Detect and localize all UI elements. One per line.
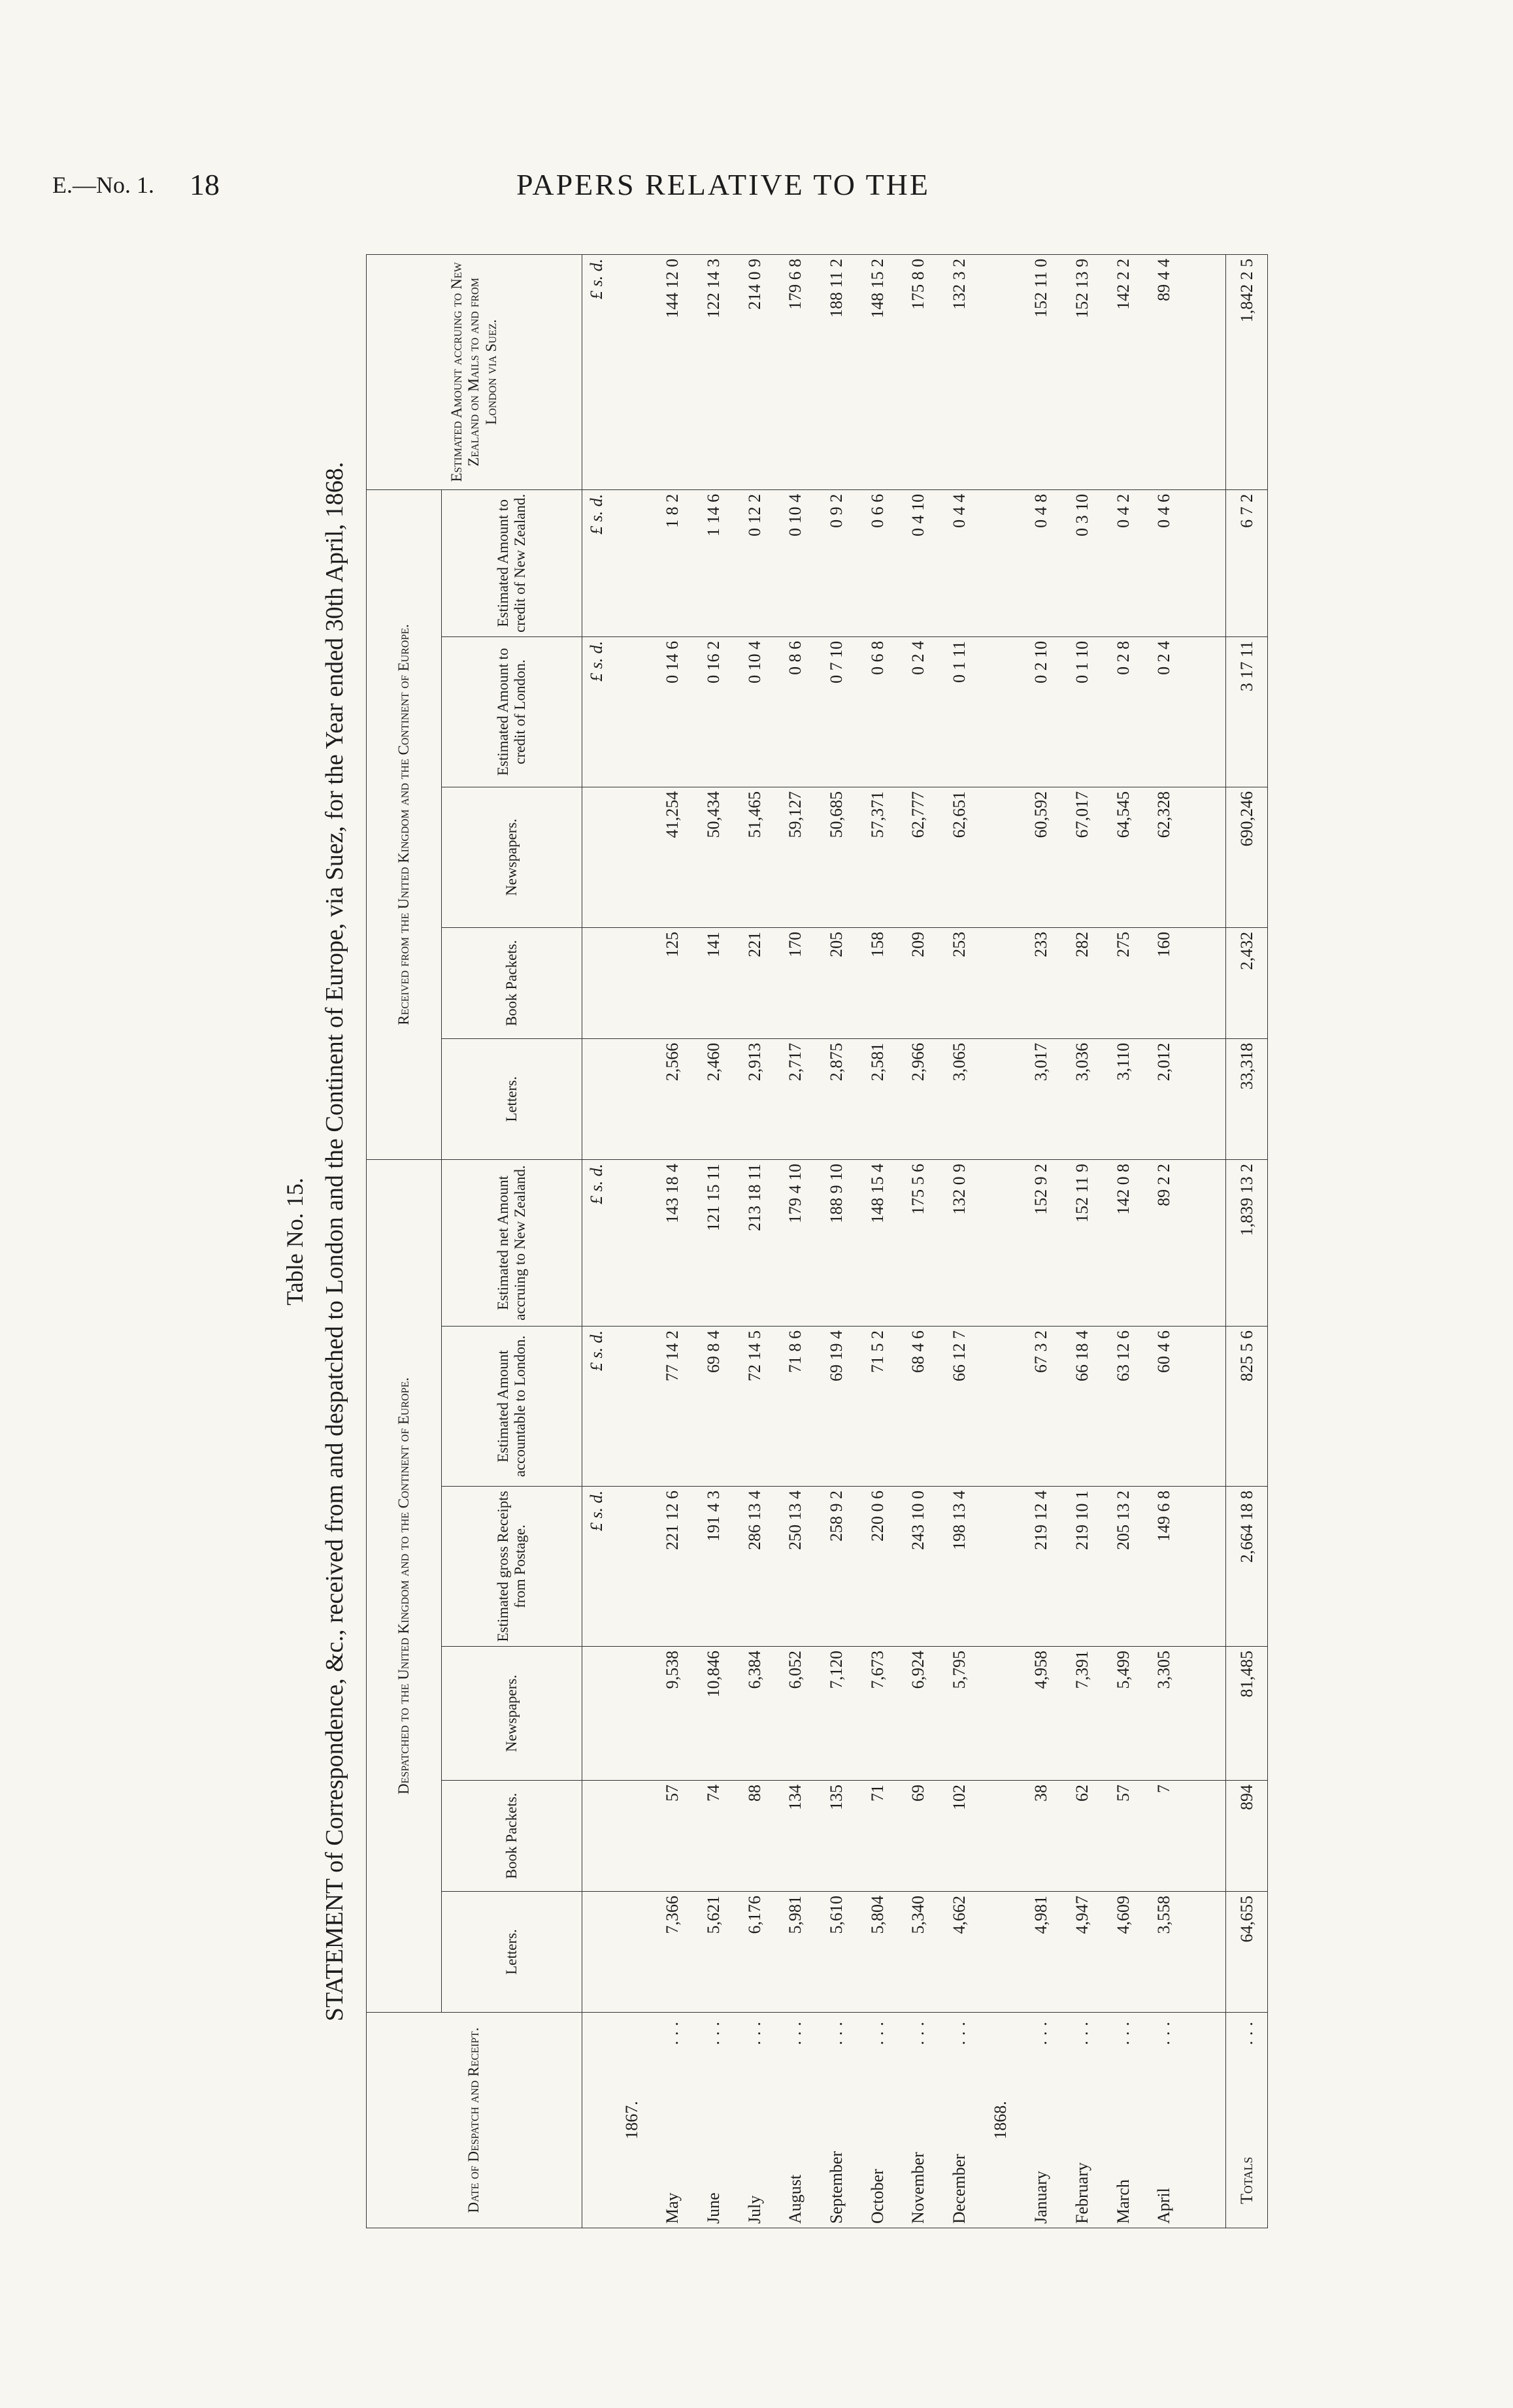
cell-d-book: 57 [1103,1781,1144,1892]
cell-d-net: 142 0 8 [1103,1159,1144,1326]
cell-r-nz: 0 6 6 [857,489,898,636]
cell-d-net: 152 9 2 [1021,1159,1062,1326]
cell-est: 148 15 2 [857,254,898,489]
leader-dots: ... [867,2017,887,2045]
cell-est: 144 12 0 [652,254,693,489]
units-label: £ s. d. [582,1327,612,1487]
cell-d-letters: 4,981 [1021,1892,1062,2013]
cell-r-news: 62,328 [1144,787,1185,927]
cell-d-news: 3,305 [1144,1647,1185,1781]
cell-est: 152 11 0 [1021,254,1062,489]
cell-r-london: 0 2 4 [898,636,939,787]
cell-r-news: 67,017 [1062,787,1103,927]
cell-d-news: 5,499 [1103,1647,1144,1781]
year-label: 1868. [980,2013,1021,2228]
cell-d-gross: 258 9 2 [816,1487,857,1647]
cell-d-book: 102 [939,1781,980,1892]
cell-d-net: 89 2 2 [1144,1159,1185,1326]
cell-r-nz: 0 4 2 [1103,489,1144,636]
cell-r-london: 0 8 6 [775,636,816,787]
spacer-row [1185,254,1226,2228]
table-row [1144,254,1185,2228]
cell-d-book: 38 [1021,1781,1062,1892]
cell-d-acc: 66 18 4 [1062,1327,1103,1487]
cell-r-book: 158 [857,927,898,1038]
header-accountable-london: Estimated Amount accountable to London. [442,1327,582,1487]
cell-r-london: 0 6 8 [857,636,898,787]
cell-est: 89 4 4 [1144,254,1185,489]
correspondence-table [366,254,1268,2228]
cell-r-london: 0 16 2 [693,636,735,787]
cell-r-letters: 3,110 [1103,1038,1144,1159]
cell-d-acc: 71 5 2 [857,1327,898,1487]
total-d-gross: 2,664 18 8 [1226,1487,1268,1647]
total-d-news: 81,485 [1226,1647,1268,1781]
table-row [734,254,775,2228]
leader-dots: ... [827,2017,846,2045]
cell-d-book: 71 [857,1781,898,1892]
cell-r-nz: 0 9 2 [816,489,857,636]
cell-r-london: 0 2 4 [1144,636,1185,787]
table-row [898,254,939,2228]
table-row [857,254,898,2228]
cell-r-book: 253 [939,927,980,1038]
cell-d-news: 6,052 [775,1647,816,1781]
table-number: Table No. 15. [282,1178,308,1306]
month-cell [1021,2013,1062,2228]
running-title: PAPERS RELATIVE TO THE [516,168,931,201]
cell-r-news: 57,371 [857,787,898,927]
cell-d-book: 88 [734,1781,775,1892]
cell-d-acc: 67 3 2 [1021,1327,1062,1487]
cell-r-book: 209 [898,927,939,1038]
header-date: Date of Despatch and Receipt. [367,2013,582,2228]
cell-d-book: 62 [1062,1781,1103,1892]
cell-r-letters: 2,913 [734,1038,775,1159]
cell-d-news: 4,958 [1021,1647,1062,1781]
header-net-nz: Estimated net Amount accruing to New Zealand. [442,1159,582,1326]
cell-d-letters: 6,176 [734,1892,775,2013]
cell-r-london: 0 2 8 [1103,636,1144,787]
cell-r-news: 50,434 [693,787,735,927]
cell-d-net: 179 4 10 [775,1159,816,1326]
totals-cell [1226,2013,1268,2228]
cell-r-news: 59,127 [775,787,816,927]
cell-r-nz: 0 12 2 [734,489,775,636]
month-label: November [908,2152,928,2224]
year-row [611,254,652,2228]
total-d-net: 1,839 13 2 [1226,1159,1268,1326]
cell-r-letters: 2,875 [816,1038,857,1159]
cell-est: 175 8 0 [898,254,939,489]
month-cell [816,2013,857,2228]
month-cell [939,2013,980,2228]
totals-label: Totals [1237,2156,1256,2204]
cell-r-news: 41,254 [652,787,693,927]
cell-d-gross: 286 13 4 [734,1487,775,1647]
cell-d-book: 74 [693,1781,735,1892]
units-label: £ s. d. [582,254,612,489]
units-label: £ s. d. [582,636,612,787]
cell-r-nz: 0 4 8 [1021,489,1062,636]
cell-d-net: 132 0 9 [939,1159,980,1326]
rotated-table-block [281,255,1399,2228]
month-label: October [867,2169,887,2224]
cell-r-nz: 0 3 10 [1062,489,1103,636]
cell-d-news: 6,924 [898,1647,939,1781]
cell-r-london: 0 1 11 [939,636,980,787]
leader-dots: ... [1031,2017,1051,2045]
cell-d-gross: 221 12 6 [652,1487,693,1647]
cell-d-news: 9,538 [652,1647,693,1781]
cell-r-book: 221 [734,927,775,1038]
leader-dots: ... [1154,2017,1174,2045]
month-label: July [744,2195,764,2224]
units-row [582,254,612,2228]
total-d-acc: 825 5 6 [1226,1327,1268,1487]
total-r-letters: 33,318 [1226,1038,1268,1159]
cell-r-london: 0 14 6 [652,636,693,787]
table-row [816,254,857,2228]
cell-r-london: 0 2 10 [1021,636,1062,787]
month-label: April [1154,2188,1174,2224]
cell-d-book: 134 [775,1781,816,1892]
cell-d-book: 57 [652,1781,693,1892]
cell-d-letters: 4,662 [939,1892,980,2013]
cell-r-book: 275 [1103,927,1144,1038]
cell-r-letters: 2,581 [857,1038,898,1159]
table-row [693,254,735,2228]
cell-r-nz: 0 4 4 [939,489,980,636]
header-despatched-book-packets: Book Packets. [442,1781,582,1892]
header-received-letters: Letters. [442,1038,582,1159]
header-despatched-newspapers: Newspapers. [442,1647,582,1781]
cell-d-gross: 250 13 4 [775,1487,816,1647]
cell-d-acc: 63 12 6 [1103,1327,1144,1487]
cell-r-book: 125 [652,927,693,1038]
cell-d-acc: 71 8 6 [775,1327,816,1487]
cell-r-letters: 2,566 [652,1038,693,1159]
header-credit-nz: Estimated Amount to credit of New Zealand. [442,489,582,636]
page-number: 18 [190,168,220,201]
cell-d-net: 148 15 4 [857,1159,898,1326]
cell-d-gross: 198 13 4 [939,1487,980,1647]
leader-dots: ... [704,2017,723,2045]
cell-d-gross: 219 12 4 [1021,1487,1062,1647]
units-label: £ s. d. [582,1487,612,1647]
total-r-book: 2,432 [1226,927,1268,1038]
header-credit-london: Estimated Amount to credit of London. [442,636,582,787]
table-row [1021,254,1062,2228]
cell-r-book: 160 [1144,927,1185,1038]
table-row [1062,254,1103,2228]
cell-est: 132 3 2 [939,254,980,489]
cell-est: 188 11 2 [816,254,857,489]
month-label: June [704,2192,723,2224]
month-label: December [950,2154,969,2224]
month-cell [898,2013,939,2228]
cell-r-news: 60,592 [1021,787,1062,927]
cell-d-acc: 72 14 5 [734,1327,775,1487]
cell-d-news: 5,795 [939,1647,980,1781]
cell-d-book: 69 [898,1781,939,1892]
cell-r-london: 0 10 4 [734,636,775,787]
cell-r-letters: 3,065 [939,1038,980,1159]
total-r-london: 3 17 11 [1226,636,1268,787]
table-row [652,254,693,2228]
month-label: August [786,2174,805,2224]
cell-d-acc: 69 8 4 [693,1327,735,1487]
cell-d-gross: 220 0 6 [857,1487,898,1647]
cell-d-net: 152 11 9 [1062,1159,1103,1326]
cell-r-letters: 3,036 [1062,1038,1103,1159]
cell-r-letters: 2,717 [775,1038,816,1159]
cell-d-news: 7,391 [1062,1647,1103,1781]
cell-d-letters: 3,558 [1144,1892,1185,2013]
month-cell [775,2013,816,2228]
leader-dots: ... [908,2017,928,2045]
cell-d-letters: 5,610 [816,1892,857,2013]
cell-d-acc: 68 4 6 [898,1327,939,1487]
cell-d-letters: 5,981 [775,1892,816,2013]
cell-r-news: 62,777 [898,787,939,927]
month-cell [693,2013,735,2228]
units-label: £ s. d. [582,489,612,636]
cell-d-letters: 5,340 [898,1892,939,2013]
header-despatched-letters: Letters. [442,1892,582,2013]
cell-d-news: 10,846 [693,1647,735,1781]
month-cell [857,2013,898,2228]
month-cell [652,2013,693,2228]
cell-d-net: 121 15 11 [693,1159,735,1326]
cell-r-book: 170 [775,927,816,1038]
month-cell [1062,2013,1103,2228]
month-label: September [827,2151,846,2224]
cell-d-letters: 7,366 [652,1892,693,2013]
total-d-letters: 64,655 [1226,1892,1268,2013]
cell-r-nz: 1 14 6 [693,489,735,636]
cell-r-nz: 0 4 10 [898,489,939,636]
year-label: 1867. [611,2013,652,2228]
cell-est: 152 13 9 [1062,254,1103,489]
cell-r-nz: 0 4 6 [1144,489,1185,636]
cell-r-book: 141 [693,927,735,1038]
total-est: 1,842 2 5 [1226,254,1268,489]
cell-est: 214 0 9 [734,254,775,489]
cell-d-book: 7 [1144,1781,1185,1892]
cell-d-news: 7,673 [857,1647,898,1781]
leader-dots: ... [1113,2017,1133,2045]
cell-est: 122 14 3 [693,254,735,489]
cell-est: 142 2 2 [1103,254,1144,489]
cell-r-news: 51,465 [734,787,775,927]
total-d-book: 894 [1226,1781,1268,1892]
leader-dots: ... [1072,2017,1092,2045]
cell-d-letters: 5,804 [857,1892,898,2013]
header-received-book-packets: Book Packets. [442,927,582,1038]
cell-r-book: 205 [816,927,857,1038]
cell-r-book: 282 [1062,927,1103,1038]
table-body [582,254,1268,2228]
cell-r-london: 0 7 10 [816,636,857,787]
table-row [775,254,816,2228]
cell-d-letters: 4,947 [1062,1892,1103,2013]
month-cell [1144,2013,1185,2228]
cell-r-nz: 0 10 4 [775,489,816,636]
cell-d-net: 213 18 11 [734,1159,775,1326]
cell-r-news: 64,545 [1103,787,1144,927]
cell-r-letters: 2,966 [898,1038,939,1159]
month-label: May [663,2192,682,2224]
cell-d-net: 143 18 4 [652,1159,693,1326]
cell-r-london: 0 1 10 [1062,636,1103,787]
cell-d-acc: 69 19 4 [816,1327,857,1487]
leader-dots: ... [744,2017,764,2045]
cell-r-book: 233 [1021,927,1062,1038]
month-label: January [1031,2171,1051,2224]
totals-row [1226,254,1268,2228]
cell-r-letters: 3,017 [1021,1038,1062,1159]
cell-d-gross: 243 10 0 [898,1487,939,1647]
cell-r-letters: 2,460 [693,1038,735,1159]
total-r-nz: 6 7 2 [1226,489,1268,636]
month-label: March [1113,2179,1133,2224]
statement-title: STATEMENT of Correspondence, &c., received from and despatched to London and the Continent of Europe, via Suez, for the Year ended 30th April, 1868. [321,461,348,2022]
cell-r-letters: 2,012 [1144,1038,1185,1159]
cell-d-gross: 149 6 8 [1144,1487,1185,1647]
header-received-newspapers: Newspapers. [442,787,582,927]
cell-d-book: 135 [816,1781,857,1892]
table-row [939,254,980,2228]
month-cell [1103,2013,1144,2228]
month-label: February [1072,2162,1092,2224]
header-despatched: Despatched to the United Kingdom and to the Continent of Europe. [367,1159,442,2012]
table-row [1103,254,1144,2228]
header-estimated: Estimated Amount accruing to New Zealand on Mails to and from London via Suez. [367,254,582,489]
total-r-news: 690,246 [1226,787,1268,927]
cell-d-gross: 219 10 1 [1062,1487,1103,1647]
cell-d-net: 188 9 10 [816,1159,857,1326]
leader-dots: ... [663,2017,682,2045]
leader-dots: ... [950,2017,969,2045]
cell-d-letters: 4,609 [1103,1892,1144,2013]
cell-d-gross: 191 4 3 [693,1487,735,1647]
leader-dots: ... [1237,2017,1256,2045]
cell-d-news: 6,384 [734,1647,775,1781]
running-head [0,168,1513,210]
cell-d-acc: 60 4 6 [1144,1327,1185,1487]
cell-r-nz: 1 8 2 [652,489,693,636]
cell-est: 179 6 8 [775,254,816,489]
cell-d-acc: 66 12 7 [939,1327,980,1487]
cell-r-news: 50,685 [816,787,857,927]
cell-d-gross: 205 13 2 [1103,1487,1144,1647]
cell-d-acc: 77 14 2 [652,1327,693,1487]
leader-dots: ... [786,2017,805,2045]
document-reference: E.—No. 1. [52,172,154,198]
cell-d-news: 7,120 [816,1647,857,1781]
cell-d-letters: 5,621 [693,1892,735,2013]
units-label: £ s. d. [582,1159,612,1326]
header-gross-receipts: Estimated gross Receipts from Postage. [442,1487,582,1647]
header-received: Received from the United Kingdom and the Continent of Europe. [367,489,442,1159]
cell-r-news: 62,651 [939,787,980,927]
year-row [980,254,1021,2228]
cell-d-net: 175 5 6 [898,1159,939,1326]
month-cell [734,2013,775,2228]
